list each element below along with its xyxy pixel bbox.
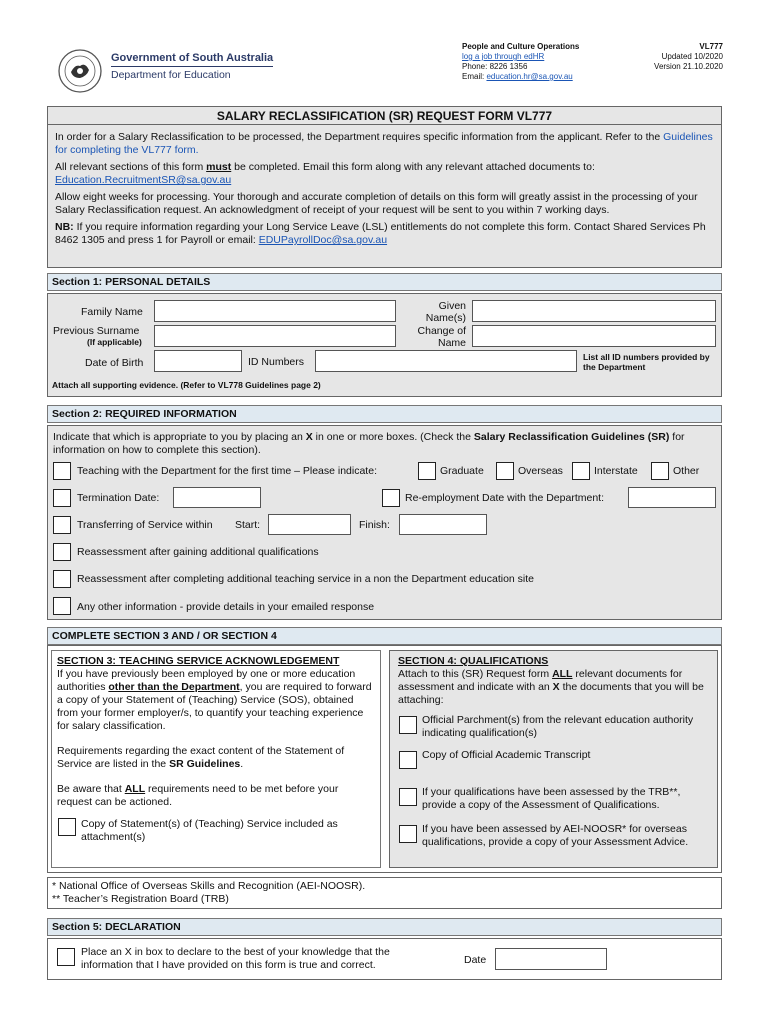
overseas-label: Overseas <box>518 465 563 477</box>
copy-statement-checkbox[interactable] <box>58 818 76 836</box>
form-meta <box>654 42 723 72</box>
transferring-checkbox[interactable] <box>53 516 71 534</box>
payroll-email-link[interactable]: EDUPayrollDoc@sa.gov.au <box>258 234 388 246</box>
intro-p2: All relevant sections of this form must be completed. Email this form along with any relevant attached documents to: Education.RecruitmentSR@sa.gov.au <box>55 161 595 186</box>
section4-heading: SECTION 4: QUALIFICATIONS <box>398 655 549 667</box>
declare-label: Place an X in box to declare to the best of your knowledge that the information that I have provided on this form is true and correct. <box>81 946 390 971</box>
contact-title: People and Culture Operations <box>462 42 580 51</box>
section5-heading: Section 5: DECLARATION <box>47 918 722 936</box>
contact-phone: Phone: 8226 1356 <box>462 62 528 71</box>
any-other-checkbox[interactable] <box>53 597 71 615</box>
reemployment-label: Re-employment Date with the Department: <box>405 492 605 504</box>
trb-checkbox[interactable] <box>399 788 417 806</box>
hr-email-link[interactable]: education.hr@sa.gov.au <box>486 72 573 81</box>
trb-label: If your qualifications have been assessed by the TRB**, provide a copy of the Assessment of Qualifications. <box>422 786 681 811</box>
teaching-first-checkbox[interactable] <box>53 462 71 480</box>
section3-p1: If you have previously been employed by one or more education authorities other than the Department, you are required to forward a copy of your Statement of (Teaching) Service (SOS), obtained from your former employer/s, to quantify your teaching experience for salary classification. <box>57 668 372 732</box>
family-name-label: Family Name <box>81 306 143 318</box>
copy-statement-label: Copy of Statement(s) of (Teaching) Service included as attachment(s) <box>81 818 338 843</box>
other-label: Other <box>673 465 700 477</box>
updated-date: Updated 10/2020 <box>661 52 723 61</box>
reassess-teach-label: Reassessment after completing additional teaching service in a non the Department education site <box>77 573 535 585</box>
finish-date-input[interactable] <box>399 514 487 535</box>
graduate-checkbox[interactable] <box>418 462 436 480</box>
parchment-label: Official Parchment(s) from the relevant education authority indicating qualification(s) <box>422 714 694 739</box>
termination-date-input[interactable] <box>173 487 261 508</box>
parchment-checkbox[interactable] <box>399 716 417 734</box>
guidelines-link[interactable]: Guidelines for completing the VL777 form. <box>55 131 713 156</box>
section1-heading: Section 1: PERSONAL DETAILS <box>47 273 722 291</box>
interstate-label: Interstate <box>594 465 638 477</box>
start-date-input[interactable] <box>268 514 351 535</box>
overseas-checkbox[interactable] <box>496 462 514 480</box>
intro-p4: NB: If you require information regarding your Long Service Leave (LSL) entitlements do not complete this form. Contact Shared Services Ph 8462 1305 and press 1 for Payroll or email: EDUPayrollDoc@sa.gov.au <box>55 221 706 246</box>
dept-name: Department for Education <box>111 69 231 81</box>
given-names-label: Given Name(s) <box>425 300 466 324</box>
finish-label: Finish: <box>359 519 390 531</box>
form-code: VL777 <box>699 42 723 51</box>
termination-label: Termination Date: <box>77 492 160 504</box>
dob-label: Date of Birth <box>85 357 144 369</box>
transcript-label: Copy of Official Academic Transcript <box>422 749 591 761</box>
id-numbers-input[interactable] <box>315 350 577 372</box>
transferring-label: Transferring of Service within <box>77 519 213 531</box>
footnotes <box>47 877 722 909</box>
id-numbers-label: ID Numbers <box>248 356 305 368</box>
reassess-teach-checkbox[interactable] <box>53 570 71 588</box>
intro-box <box>47 106 722 268</box>
section3-heading: SECTION 3: TEACHING SERVICE ACKNOWLEDGEMENT <box>57 655 340 667</box>
noosr-label: If you have been assessed by AEI-NOOSR* for overseas qualifications, provide a copy of your Assessment Advice. <box>422 823 689 848</box>
section2-heading: Section 2: REQUIRED INFORMATION <box>47 405 722 423</box>
reassess-qual-checkbox[interactable] <box>53 543 71 561</box>
section2-instructions: Indicate that which is appropriate to you by placing an X in one or more boxes. (Check the Salary Reclassification Guidelines (SR) for information on how to complete this section). <box>53 431 685 456</box>
termination-checkbox[interactable] <box>53 489 71 507</box>
id-note: List all ID numbers provided by the Department <box>583 352 710 372</box>
reemployment-checkbox[interactable] <box>382 489 400 507</box>
gov-name: Government of South Australia <box>111 52 274 64</box>
section3-p2: Requirements regarding the exact content of the Statement of Service are listed in the SR Guidelines. <box>57 745 345 770</box>
graduate-label: Graduate <box>440 465 484 477</box>
attach-note: Attach all supporting evidence. (Refer to VL778 Guidelines page 2) <box>52 380 321 390</box>
intro-p3: Allow eight weeks for processing. Your thorough and accurate completion of details on this form will greatly assist in the processing of your Salary Reclassification request. An acknowledgment of receipt of your request will be sent to you within 7 working days. <box>55 191 698 216</box>
declaration-date-input[interactable] <box>495 948 607 970</box>
start-label: Start: <box>235 519 261 531</box>
declare-checkbox[interactable] <box>57 948 75 966</box>
dob-input[interactable] <box>154 350 242 372</box>
recruitment-email-link[interactable]: Education.RecruitmentSR@sa.gov.au <box>55 174 232 186</box>
contact-block <box>462 42 579 82</box>
complete-heading: COMPLETE SECTION 3 AND / OR SECTION 4 <box>47 627 722 645</box>
section3-p3: Be aware that ALL requirements need to be met before your request can be actioned. <box>57 783 339 808</box>
date-label: Date <box>464 954 487 966</box>
intro-p1: In order for a Salary Reclassification to be processed, the Department requires specific information from the applicant. Refer to the Guidelines for completing the VL777 form. <box>55 131 713 156</box>
footnote-trb: ** Teacher’s Registration Board (TRB) <box>52 893 229 905</box>
family-name-input[interactable] <box>154 300 396 322</box>
logo <box>57 48 103 94</box>
change-of-name-input[interactable] <box>472 325 716 347</box>
teaching-first-label: Teaching with the Department for the first time – Please indicate: <box>77 465 377 477</box>
section4-p1: Attach to this (SR) Request form ALL relevant documents for assessment and indicate with an X the documents that you will be attaching: <box>398 668 704 706</box>
reemployment-date-input[interactable] <box>628 487 716 508</box>
edhr-link[interactable]: log a job through edHR <box>462 52 545 61</box>
if-applicable-label: (If applicable) <box>87 337 142 347</box>
footnote-noosr: * National Office of Overseas Skills and Recognition (AEI-NOOSR). <box>52 880 366 892</box>
change-of-name-label: Change of Name <box>417 325 466 349</box>
version: Version 21.10.2020 <box>654 62 723 71</box>
header-rule <box>111 66 273 67</box>
form-title: SALARY RECLASSIFICATION (SR) REQUEST FORM VL777 <box>48 107 721 125</box>
previous-surname-input[interactable] <box>154 325 396 347</box>
previous-surname-label: Previous Surname <box>53 325 140 337</box>
other-checkbox[interactable] <box>651 462 669 480</box>
given-names-input[interactable] <box>472 300 716 322</box>
transcript-checkbox[interactable] <box>399 751 417 769</box>
reassess-qual-label: Reassessment after gaining additional qualifications <box>77 546 319 558</box>
interstate-checkbox[interactable] <box>572 462 590 480</box>
email-label: Email: <box>462 72 485 81</box>
noosr-checkbox[interactable] <box>399 825 417 843</box>
any-other-label: Any other information - provide details in your emailed response <box>77 601 375 613</box>
